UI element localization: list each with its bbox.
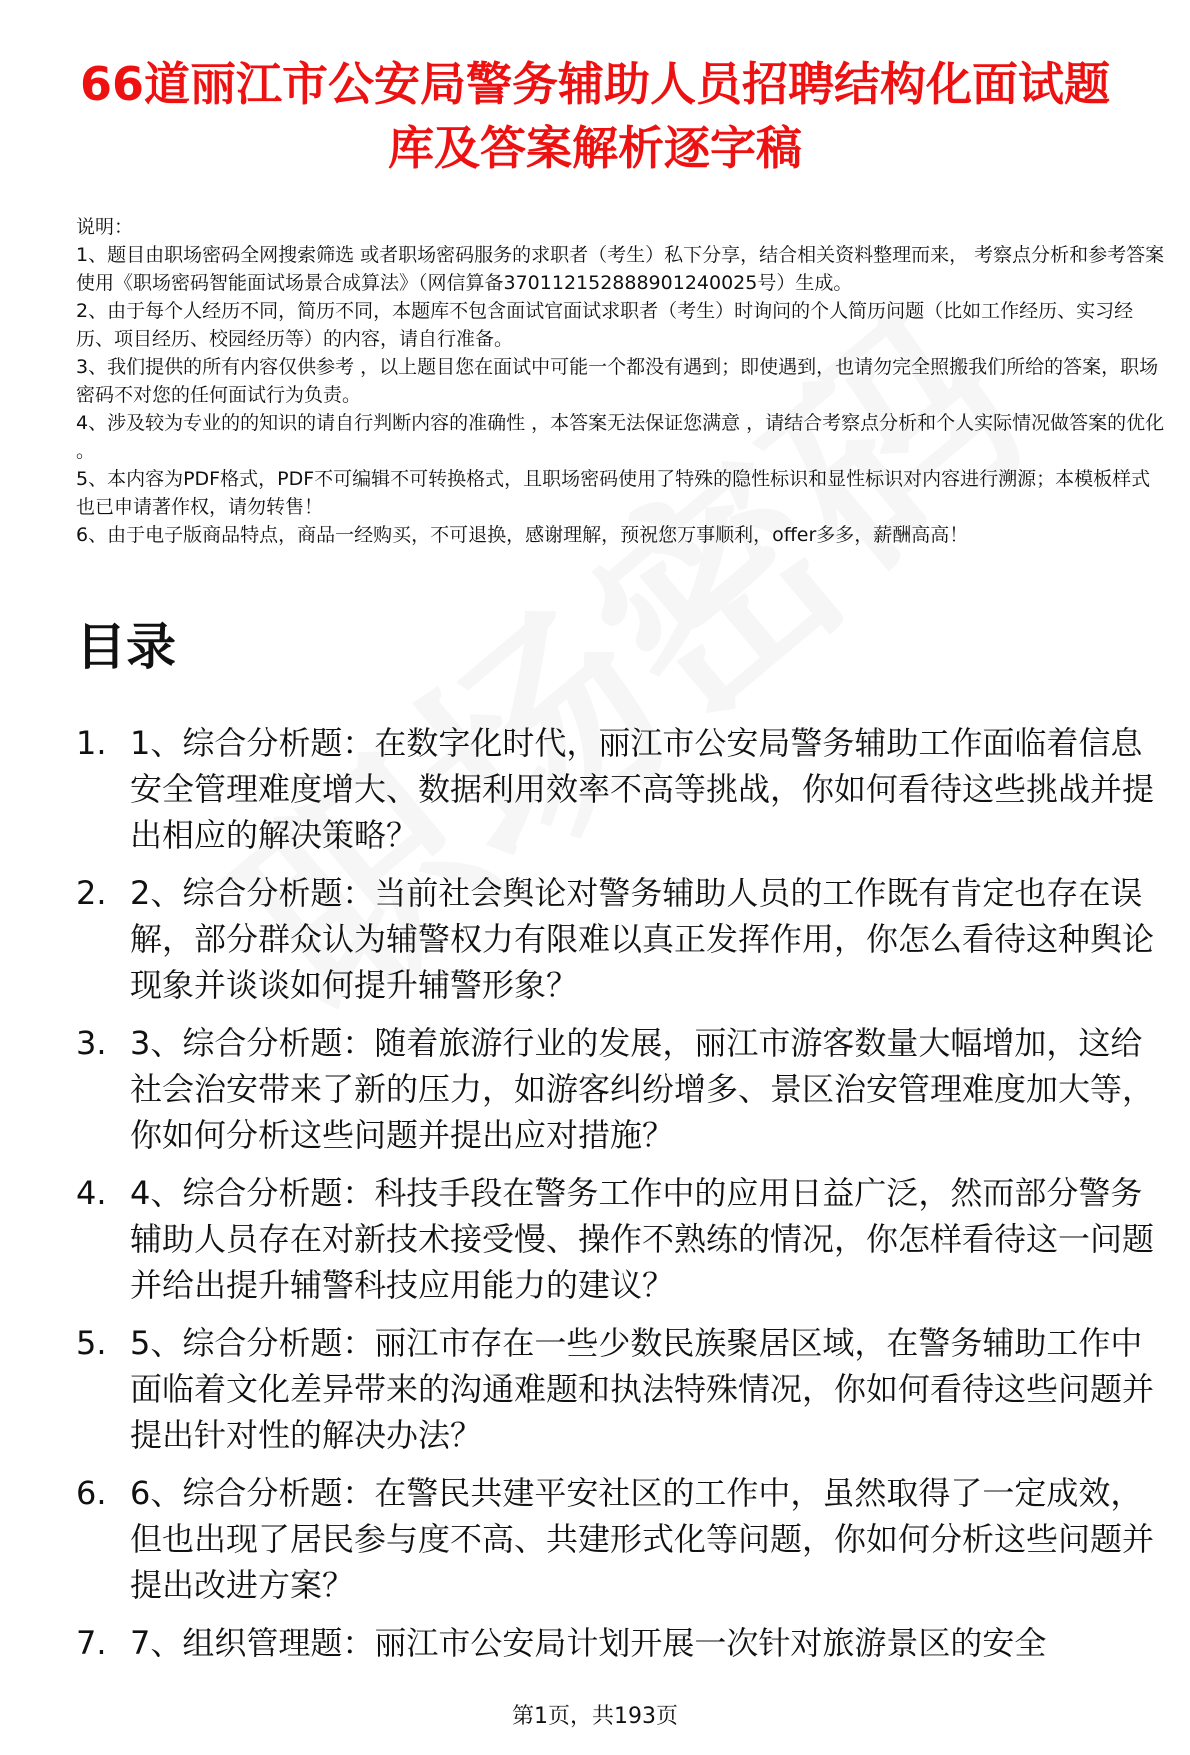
page-footer: 第1页，共193页	[512, 1704, 678, 1729]
toc-item[interactable]	[76, 1470, 1166, 1608]
toc-item[interactable]	[76, 1320, 1166, 1458]
notes-section	[76, 213, 1166, 549]
document-title: 66道丽江市公安局警务辅助人员招聘结构化面试题库及答案解析逐字稿	[79, 57, 1110, 175]
toc-item-text: 6、综合分析题：在警民共建平安社区的工作中，虽然取得了一定成效，但也出现了居民参与度不高、共建形式化等问题，你如何分析这些问题并提出改进方案？	[130, 1474, 1155, 1604]
note-item: 1、题目由职场密码全网搜索筛选 或者职场密码服务的求职者（考生）私下分享，结合相关资料整理而来， 考察点分析和参考答案使用《职场密码智能面试场景合成算法》（网信算备370112152888901240025号）生成。	[76, 244, 1165, 294]
toc-item-number: 3.	[76, 1024, 107, 1062]
toc-item-number: 5.	[76, 1324, 107, 1362]
toc-item-number: 1.	[76, 724, 107, 762]
toc-item-number: 7.	[76, 1624, 107, 1662]
toc-item[interactable]	[76, 1620, 1166, 1666]
note-item: 6、由于电子版商品特点，商品一经购买，不可退换，感谢理解，预祝您万事顺利，offer多多，薪酬高高！	[76, 524, 969, 546]
note-item: 5、本内容为PDF格式，PDF不可编辑不可转换格式，且职场密码使用了特殊的隐性标识和显性标识对内容进行溯源；本模板样式也已申请著作权，请勿转售！	[76, 468, 1151, 518]
toc-heading: 目录	[76, 618, 176, 676]
notes-label: 说明：	[76, 216, 134, 238]
toc-item-text: 3、综合分析题：随着旅游行业的发展，丽江市游客数量大幅增加，这给社会治安带来了新的压力，如游客纠纷增多、景区治安管理难度加大等，你如何分析这些问题并提出应对措施？	[130, 1024, 1155, 1154]
note-item: 2、由于每个人经历不同，简历不同，本题库不包含面试官面试求职者（考生）时询问的个人简历问题（比如工作经历、实习经历、项目经历、校园经历等）的内容，请自行准备。	[76, 300, 1134, 350]
toc-item[interactable]	[76, 1170, 1166, 1308]
toc-list	[76, 720, 1166, 1678]
toc-item-text: 2、综合分析题：当前社会舆论对警务辅助人员的工作既有肯定也存在误解，部分群众认为辅警权力有限难以真正发挥作用，你怎么看待这种舆论现象并谈谈如何提升辅警形象？	[130, 874, 1155, 1004]
toc-item-text: 5、综合分析题：丽江市存在一些少数民族聚居区域，在警务辅助工作中面临着文化差异带来的沟通难题和执法特殊情况，你如何看待这些问题并提出针对性的解决办法？	[130, 1324, 1155, 1454]
toc-item-text: 1、综合分析题：在数字化时代，丽江市公安局警务辅助工作面临着信息安全管理难度增大、数据利用效率不高等挑战，你如何看待这些挑战并提出相应的解决策略？	[130, 724, 1155, 854]
note-item: 4、涉及较为专业的的知识的请自行判断内容的准确性 ，本答案无法保证您满意 ，请结合考察点分析和个人实际情况做答案的优化 。	[76, 412, 1165, 462]
toc-item-text: 7、组织管理题：丽江市公安局计划开展一次针对旅游景区的安全	[130, 1624, 1047, 1662]
toc-item[interactable]	[76, 1020, 1166, 1158]
toc-item-number: 4.	[76, 1174, 107, 1212]
toc-item[interactable]	[76, 720, 1166, 858]
toc-item[interactable]	[76, 870, 1166, 1008]
toc-item-number: 6.	[76, 1474, 107, 1512]
toc-item-number: 2.	[76, 874, 107, 912]
note-item: 3、我们提供的所有内容仅供参考 ，以上题目您在面试中可能一个都没有遇到；即使遇到，也请勿完全照搬我们所给的答案，职场密码不对您的任何面试行为负责。	[76, 356, 1159, 406]
toc-item-text: 4、综合分析题：科技手段在警务工作中的应用日益广泛，然而部分警务辅助人员存在对新技术接受慢、操作不熟练的情况，你怎样看待这一问题并给出提升辅警科技应用能力的建议？	[130, 1174, 1155, 1304]
